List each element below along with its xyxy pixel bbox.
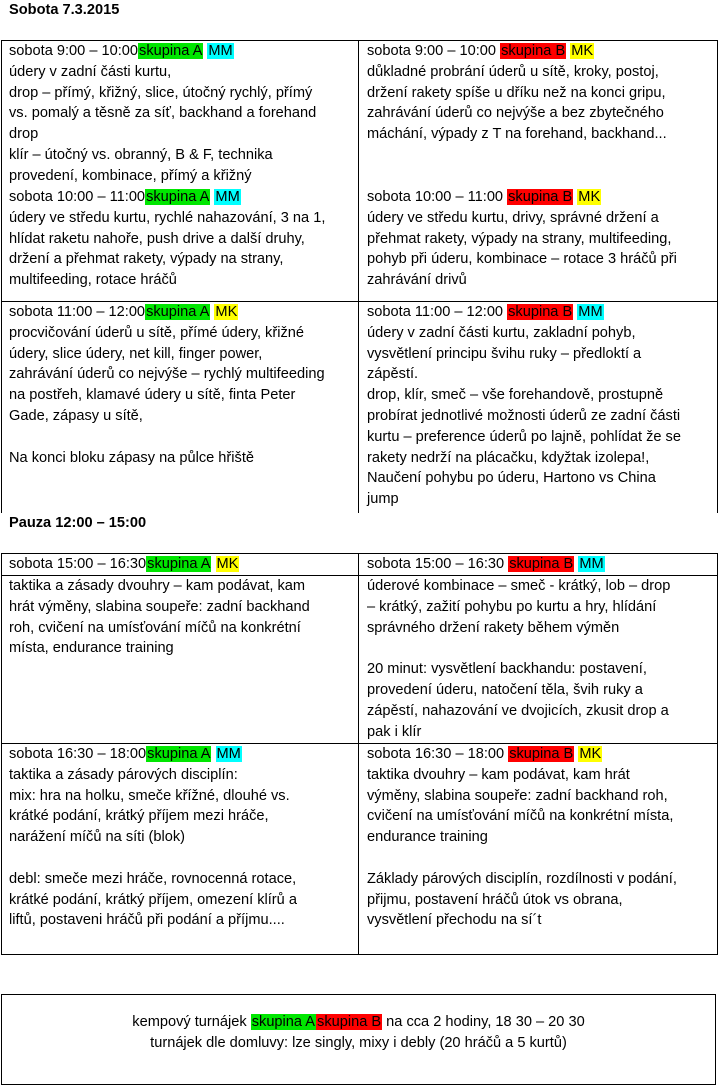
session-time: sobota 16:30 – 18:00 — [9, 746, 147, 762]
session-text-line: údery, slice údery, net kill, finger power, — [9, 345, 263, 362]
morning-schedule-table — [1, 40, 718, 513]
coach-badge: MM — [208, 43, 233, 59]
session-time: sobota 9:00 – 10:00 — [9, 43, 139, 59]
session-text-line: liftů, postaveni hráčů při podání a příjmu.... — [9, 912, 285, 929]
page-title: Sobota 7.3.2015 — [9, 2, 120, 18]
session-text-line: mix: hra na holku, smeče křížné, dlouhé vs. — [9, 787, 290, 804]
session-text-line: vysvětlení přechodu na sí´t — [367, 912, 542, 929]
coach-badge: MK — [216, 556, 239, 572]
session-text-line: vs. pomalý a těsně za síť, backhand a forehand — [9, 105, 317, 122]
session-cell — [9, 302, 354, 468]
tournament-time: na cca 2 hodiny, 18 30 – 20 30 — [386, 1014, 585, 1030]
session-text-line: údery v zadní části kurtu, zakladní pohyb, — [367, 324, 636, 341]
tournament-prefix: kempový turnájek — [132, 1014, 247, 1030]
coach-badge: MM — [579, 556, 604, 572]
group-b-badge: skupina B — [317, 1014, 382, 1030]
session-text-line: přehmat rakety, výpady na strany, multifeeding, — [367, 230, 672, 247]
session-text-line: zahrávání úderů co nejvýše a bez zbytečného — [367, 105, 664, 122]
session-cell — [367, 554, 712, 742]
coach-badge: MK — [578, 189, 601, 205]
tournament-details: turnájek dle domluvy: lze singly, mixy i debly (20 hráčů a 5 kurtů) — [150, 1034, 567, 1051]
session-text-line: debl: smeče mezi hráče, rovnocenná rotace, — [9, 870, 297, 887]
session-text-line: zahrávání drivů — [367, 272, 467, 289]
session-text-line: provedení, kombinace, přímý a křižný — [9, 167, 252, 184]
coach-badge: MK — [579, 746, 602, 762]
session-text-line: drop, klír, smeč – vše forehandově, prostupně — [367, 387, 664, 404]
session-text-line: hrát výměny, slabina soupeře: zadní backhand — [9, 598, 310, 615]
session-text-line: krátké podání, krátký příjem, omezení klírů a — [9, 891, 297, 908]
session-text-line: probírat jednotlivé možnosti úderů ze zadní části — [367, 407, 681, 424]
session-time: sobota 15:00 – 16:30 — [367, 556, 505, 572]
session-text-line: výměny, slabina soupeře: zadní backhand roh, — [367, 787, 668, 804]
session-cell — [9, 744, 354, 931]
session-text-line: klír – útočný vs. obranný, B & F, technika — [9, 146, 273, 163]
session-text-line: Na konci bloku zápasy na půlce hřiště — [9, 449, 254, 466]
group-a-badge: skupina A — [147, 556, 211, 572]
session-text-line: zápěstí, nahazování ve dvojicích, zkusit drop a — [367, 702, 669, 719]
session-text-line: 20 minut: vysvětlení backhandu: postavení, — [367, 661, 647, 678]
session-time: sobota 11:00 – 12:00 — [9, 304, 146, 320]
session-text-line: taktika dvouhry – kam podávat, kam hrát — [367, 766, 630, 783]
session-cell — [9, 554, 354, 659]
coach-badge: MK — [571, 43, 594, 59]
tournament-note-box — [1, 994, 716, 1085]
session-time: sobota 11:00 – 12:00 — [367, 304, 504, 320]
coach-badge: MM — [216, 746, 241, 762]
session-text-line: zahrávání úderů co nejvýše – rychlý multifeeding — [9, 366, 325, 383]
session-text-line: přijmu, postavení hráčů útok vs obrana, — [367, 891, 623, 908]
group-a-badge: skupina A — [146, 189, 210, 205]
session-text-line: hlídat raketu nahoře, push drive a další druhy, — [9, 230, 305, 247]
session-text-line: narážení míčů na síti (blok) — [9, 829, 186, 846]
session-text-line: kurtu – preference úderů po lajně, pohlídat že se — [367, 428, 681, 445]
pause-heading: Pauza 12:00 – 15:00 — [9, 515, 147, 531]
session-text-line: údery ve středu kurtu, rychlé nahazování, 3 na 1, — [9, 209, 326, 226]
session-time: sobota 10:00 – 11:00 — [367, 189, 504, 205]
group-b-badge: skupina B — [508, 304, 573, 320]
session-text-line: držení a přehmat rakety, výpady na strany, — [9, 251, 284, 268]
session-cell — [367, 187, 712, 291]
session-text-line: pak i klír — [367, 723, 422, 740]
coach-badge: MM — [215, 189, 240, 205]
session-cell — [9, 187, 354, 291]
session-text-line: pohyb při úderu, kombinace – rotace 3 hráčů při — [367, 251, 677, 268]
group-a-badge: skupina A — [147, 746, 211, 762]
session-text-line: na postřeh, klamavé údery u sítě, finta Peter — [9, 387, 296, 404]
session-cell — [367, 744, 712, 931]
coach-badge: MK — [215, 304, 238, 320]
session-text-line: místa, endurance training — [9, 640, 174, 657]
session-text-line: taktika a zásady dvouhry – kam podávat, kam — [9, 578, 306, 594]
group-b-badge: skupina B — [509, 556, 574, 572]
session-text-line: údery ve středu kurtu, drivy, správné držení a — [367, 209, 659, 226]
session-time: sobota 10:00 – 11:00 — [9, 189, 146, 205]
session-text-line: vysvětlení principu švihu ruky – předloktí a — [367, 345, 642, 362]
session-text-line: správného držení rakety během výměn — [367, 619, 620, 636]
session-text-line: cvičení na umísťování míčů na konkrétní místa, — [367, 808, 674, 825]
session-cell — [9, 41, 354, 187]
session-text-line: máchání, výpady z T na forehand, backhand... — [367, 126, 667, 143]
session-text-line: krátké podání, krátký příjem mezi hráče, — [9, 808, 269, 825]
session-text-line: taktika a zásady párových disciplín: — [9, 766, 238, 783]
session-cell — [367, 302, 712, 510]
group-a-badge: skupina A — [251, 1014, 316, 1030]
coach-badge: MM — [578, 304, 603, 320]
group-a-badge: skupina A — [146, 304, 210, 320]
session-time: sobota 15:00 – 16:30 — [9, 556, 147, 572]
session-text-line: zápěstí. — [367, 366, 419, 383]
session-text-line: roh, cvičení na umísťování míčů na konkrétní — [9, 619, 301, 636]
session-time: sobota 16:30 – 18:00 — [367, 746, 505, 762]
group-b-badge: skupina B — [508, 189, 573, 205]
session-text-line: endurance training — [367, 829, 488, 846]
session-text-line: drop — [9, 126, 39, 143]
session-text-line: rakety nedrží na plácačku, kdyžtak izolepa!, — [367, 449, 650, 466]
session-text-line: provedení úderu, natočení těla, švih ruky a — [367, 681, 643, 698]
session-text-line: – krátký, zažití pohybu po kurtu a hry, hlídání — [367, 598, 657, 615]
session-text-line: Naučení pohybu po úderu, Hartono vs China — [367, 470, 656, 487]
session-text-line: údery v zadní části kurtu, — [9, 63, 172, 80]
session-time: sobota 9:00 – 10:00 — [367, 43, 497, 59]
session-text-line: multifeeding, rotace hráčů — [9, 272, 177, 289]
session-text-line: drop – přímý, křižný, slice, útočný rychlý, přímý — [9, 84, 313, 101]
session-text-line: jump — [367, 491, 399, 508]
session-text-line: úderové kombinace – smeč - krátký, lob – drop — [367, 578, 671, 594]
session-text-line: držení rakety spíše u dříku než na konci gripu, — [367, 84, 666, 101]
afternoon-schedule-table — [1, 553, 718, 955]
group-a-badge: skupina A — [139, 43, 203, 59]
group-b-badge: skupina B — [509, 746, 574, 762]
group-b-badge: skupina B — [501, 43, 566, 59]
session-text-line: Základy párových disciplín, rozdílnosti v podání, — [367, 870, 677, 887]
session-text-line: Gade, zápasy u sítě, — [9, 407, 143, 424]
session-text-line: důkladné probrání úderů u sítě, kroky, postoj, — [367, 63, 659, 80]
session-cell — [367, 41, 712, 145]
session-text-line: procvičování úderů u sítě, přímé údery, křižné — [9, 324, 304, 341]
